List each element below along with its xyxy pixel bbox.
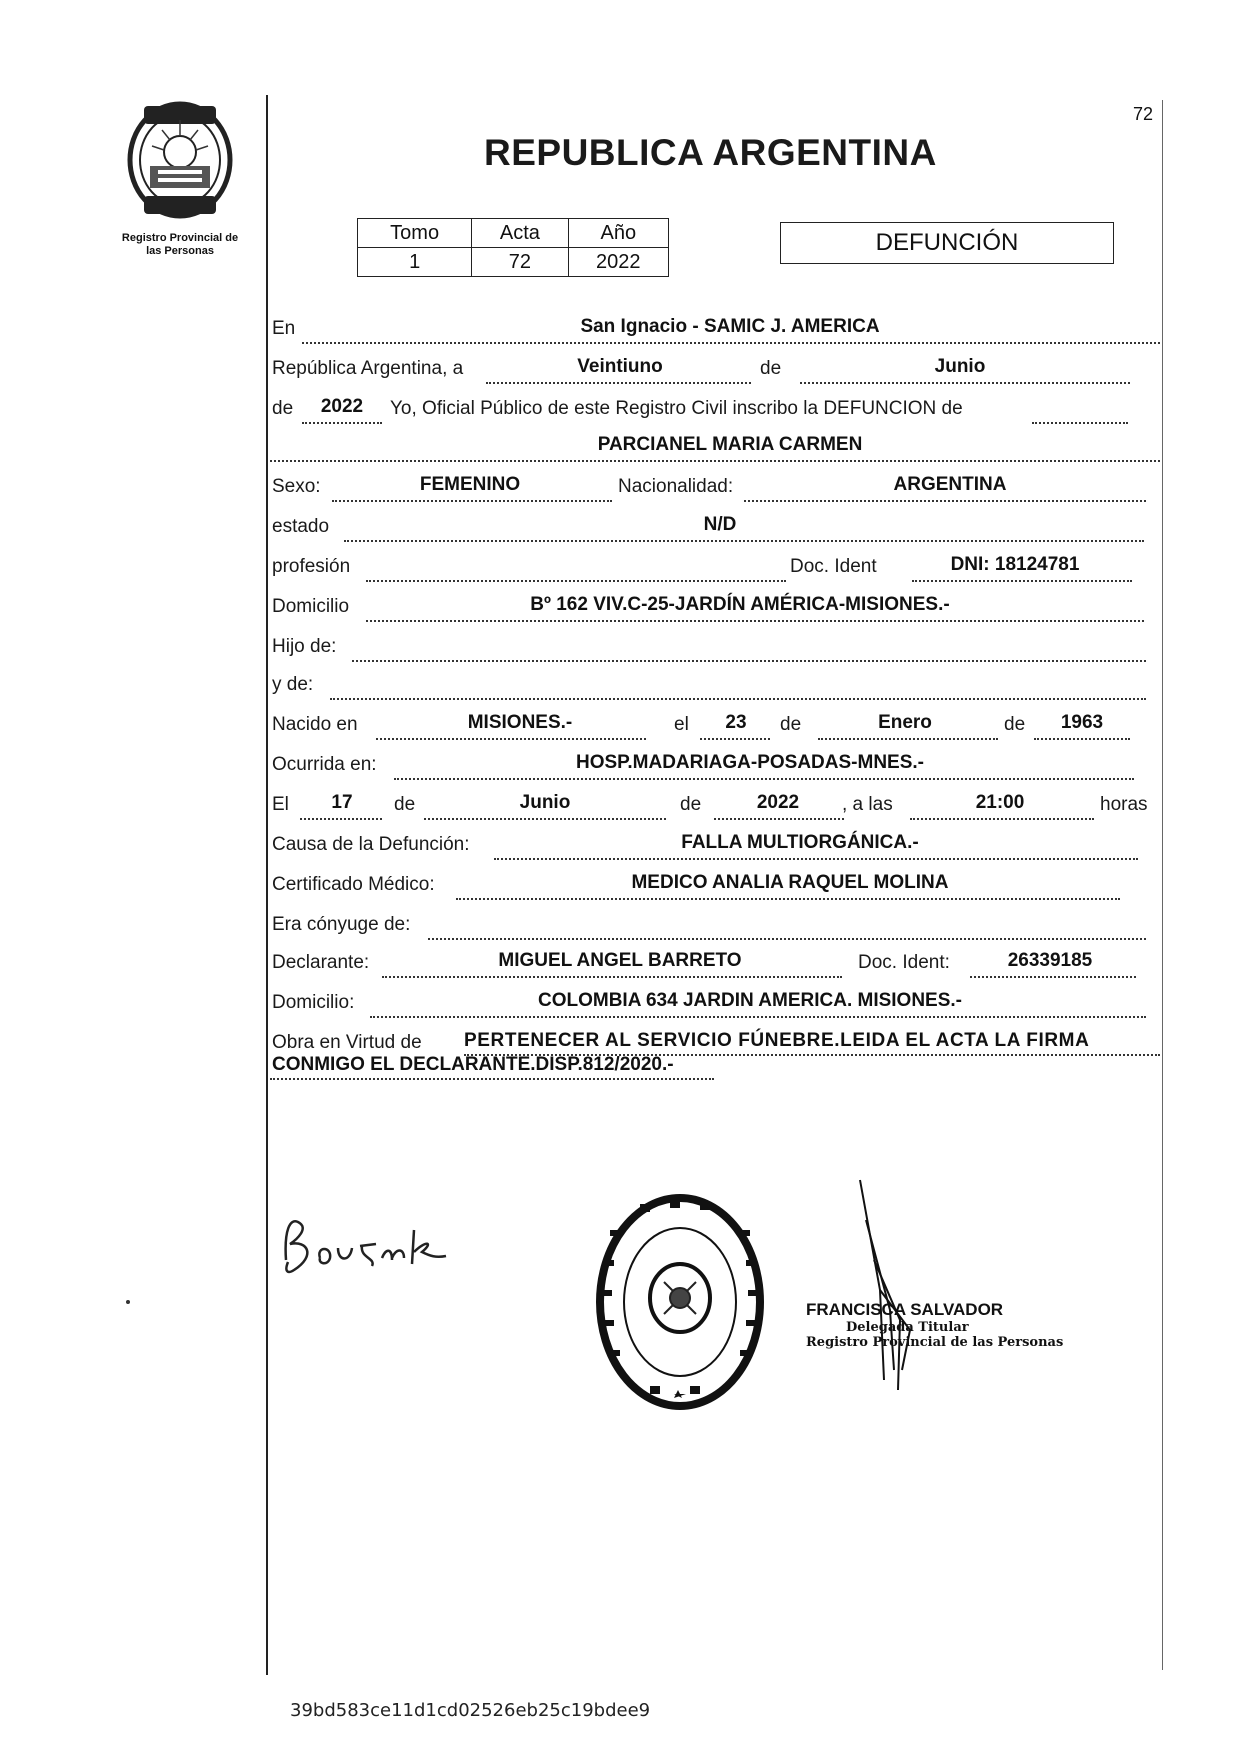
signatory-block [806,1300,1066,1350]
domicilio-value: Bº 162 VIV.C-25-JARDÍN AMÉRICA-MISIONES.- [530,594,950,615]
profesion-line [366,580,786,582]
de2-label: de [272,398,294,419]
profesion-label: profesión [272,556,351,577]
ocurrida-label: Ocurrida en: [272,754,377,775]
document-hash: 39bd583ce11d1cd02526eb25c19bdee9 [290,1700,651,1721]
en-line [302,342,1160,344]
domicilio2-label: Domicilio: [272,992,355,1013]
def-anio-value: 2022 [756,792,800,813]
yde-label: y de: [272,674,314,695]
anio-header: Año [568,219,668,248]
nacido-label: Nacido en [272,714,358,735]
yde-line [330,698,1146,700]
de4-label: de [1004,714,1026,735]
yo-text: Yo, Oficial Público de este Registro Civil inscribo la DEFUNCION de [390,398,963,419]
sexo-value: FEMENINO [419,474,521,495]
domicilio-line [366,620,1144,622]
declarante-line [382,976,842,978]
nac-mes-value: Enero [878,712,932,733]
logo-caption-line2: las Personas [146,245,214,257]
def-hora-line [910,818,1094,820]
province-seal-logo [124,100,236,224]
sexo-line [332,500,612,502]
nacido-line [376,738,646,740]
estado-value: N/D [703,514,737,535]
def-dia-value: 17 [331,792,353,813]
tomo-header: Tomo [358,219,472,248]
mes-line [800,382,1130,384]
right-margin-rule [1162,100,1163,1670]
domicilio2-value: COLOMBIA 634 JARDIN AMERICA. MISIONES.- [537,990,963,1011]
obra-label: Obra en Virtud de [272,1032,422,1053]
nacionalidad-value: ARGENTINA [893,474,1007,495]
def-dia-line [300,818,382,820]
declarant-signature [276,1200,476,1290]
estado-line [344,540,1144,542]
obra-line2 [270,1078,714,1080]
declarante-label: Declarante: [272,952,370,973]
el2-label: El [272,794,289,815]
nacido-value: MISIONES.- [467,712,573,733]
de6-label: de [680,794,702,815]
anio-value: 2022 [320,396,364,417]
de5-label: de [394,794,416,815]
record-number-table [357,218,669,277]
nac-anio-value: 1963 [1060,712,1104,733]
dia-line [486,382,751,384]
en-label: En [272,318,296,339]
logo-caption-line1: Registro Provincial de [121,232,239,244]
record-type-box: DEFUNCIÓN [780,222,1114,264]
page-number: 72 [1133,104,1154,124]
conyuge-label: Era cónyuge de: [272,914,411,935]
acta-value: 72 [472,248,568,277]
causa-value: FALLA MULTIORGÁNICA.- [681,832,919,853]
obra-value-line2: CONMIGO EL DECLARANTE.DISP.812/2020.- [272,1054,674,1075]
en-value: San Ignacio - SAMIC J. AMERICA [580,316,880,337]
doc-ident2-line [970,976,1136,978]
nac-dia-value: 23 [725,712,747,733]
declarante-value: MIGUEL ANGEL BARRETO [498,950,742,971]
def-anio-line [714,818,844,820]
alas-label: , a las [842,794,893,815]
de3-label: de [780,714,802,735]
causa-line [494,858,1138,860]
acta-header: Acta [472,219,568,248]
nac-mes-line [818,738,998,740]
left-margin-rule [266,95,268,1675]
ocurrida-value: HOSP.MADARIAGA-POSADAS-MNES.- [575,752,924,773]
mes-value: Junio [934,356,986,377]
hijo-line [352,660,1146,662]
signatory-name: FRANCISCA SALVADOR [806,1300,1004,1319]
official-stamp [590,1190,770,1420]
republica-label: República Argentina, a [272,358,464,379]
name-line [270,460,1160,462]
doc-ident-label: Doc. Ident [790,556,877,577]
nac-anio-line [1034,738,1130,740]
signatory-office: Registro Provincial de las Personas [806,1335,1064,1350]
ocurrida-line [394,778,1134,780]
sexo-label: Sexo: [272,476,321,497]
domicilio-label: Domicilio [272,596,350,617]
doc-ident2-value: 26339185 [1007,950,1093,971]
deceased-name: PARCIANEL MARIA CARMEN [597,434,863,455]
doc-ident-line [912,580,1132,582]
margin-mark [126,1300,130,1304]
nac-dia-line [700,738,770,740]
def-mes-line [424,818,666,820]
def-mes-value: Junio [519,792,571,813]
anio-line [302,422,382,424]
causa-label: Causa de la Defunción: [272,834,470,855]
el-label: el [674,714,689,735]
page-title: REPUBLICA ARGENTINA [484,132,937,173]
nacionalidad-label: Nacionalidad: [618,476,734,497]
yo-line [1032,422,1128,424]
signatory-role: Delegada Titular [846,1320,969,1335]
nacionalidad-line [744,500,1146,502]
def-hora-value: 21:00 [975,792,1025,813]
official-signature [850,1170,930,1400]
domicilio2-line [370,1016,1146,1018]
hijo-label: Hijo de: [272,636,337,657]
horas-label: horas [1100,794,1148,815]
obra-value-line1: PERTENECER AL SERVICIO FÚNEBRE.LEIDA EL ACTA LA FIRMA [464,1030,1090,1051]
estado-label: estado [272,516,330,537]
dia-value: Veintiuno [577,356,663,377]
de-label: de [760,358,782,379]
doc-ident2-label: Doc. Ident: [858,952,950,973]
doc-ident-value: DNI: 18124781 [950,554,1080,575]
certificado-label: Certificado Médico: [272,874,435,895]
anio-value: 2022 [568,248,668,277]
tomo-value: 1 [358,248,472,277]
certificado-value: MEDICO ANALIA RAQUEL MOLINA [631,872,949,893]
conyuge-line [428,938,1146,940]
logo-caption [100,232,260,258]
certificado-line [456,898,1120,900]
